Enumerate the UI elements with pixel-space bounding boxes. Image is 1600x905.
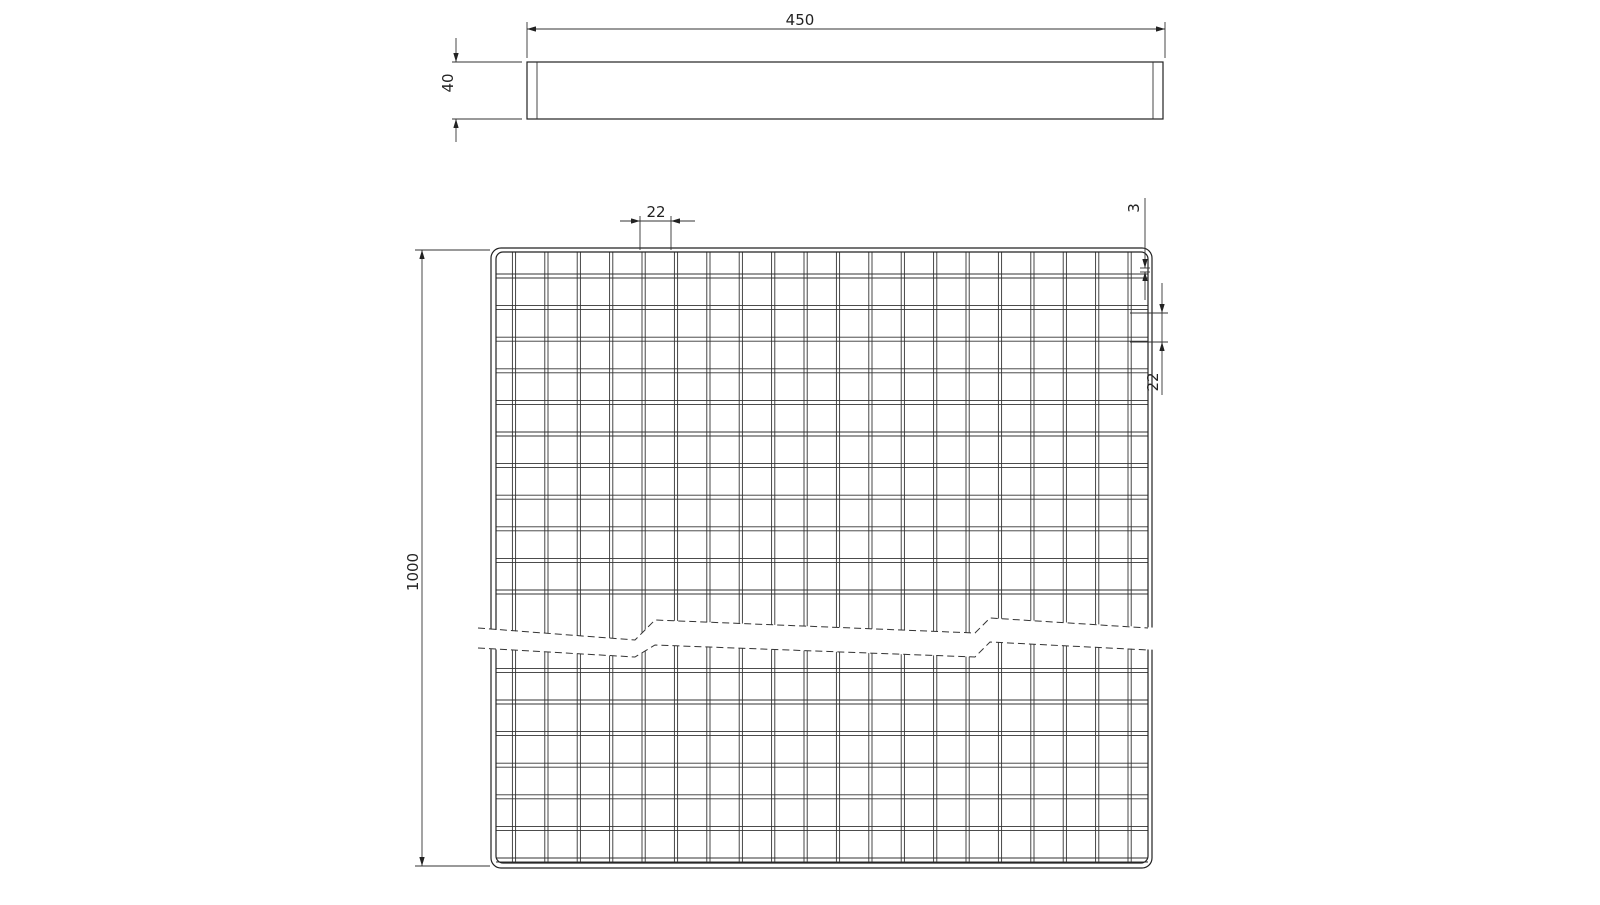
- dimension-length-label: 450: [785, 11, 815, 29]
- frame-inner: [496, 252, 1148, 863]
- dimension-overall-label: 1000: [404, 552, 422, 592]
- plan-view: [404, 198, 1168, 868]
- dimension-height-label: 40: [439, 73, 457, 93]
- dimension-pitch-x-label: 22: [646, 203, 666, 221]
- dimension-pitch-y-label: 22: [1144, 372, 1162, 392]
- break-gap: [470, 618, 1160, 657]
- side-view: [439, 11, 1165, 142]
- dimension-wire-label: 3: [1125, 203, 1143, 213]
- side-view-outline: [527, 62, 1163, 119]
- wire-mesh: [496, 252, 1148, 863]
